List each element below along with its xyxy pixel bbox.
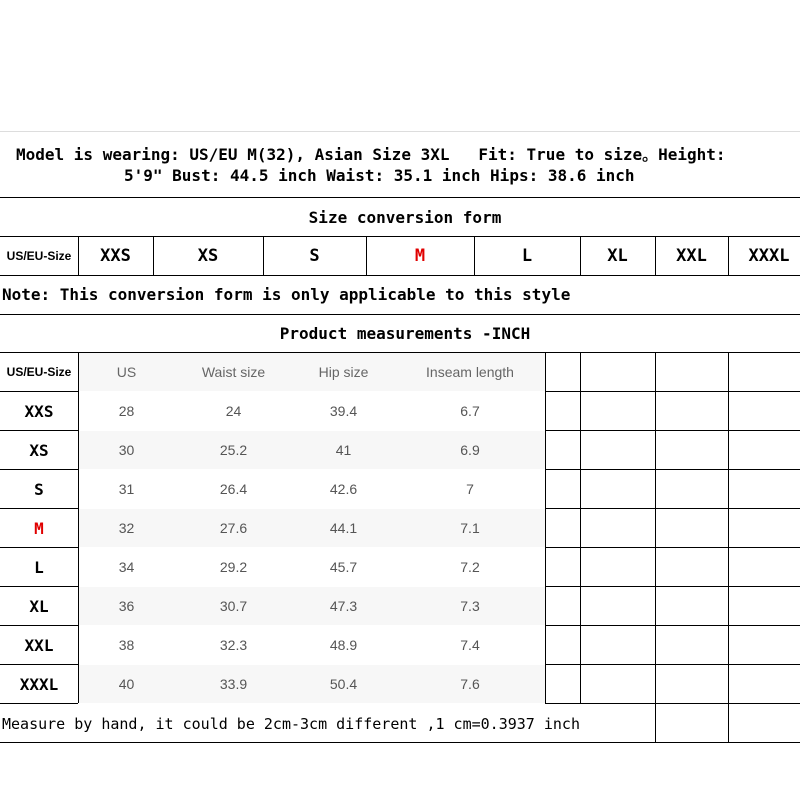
table-cell: 32 [118, 520, 135, 536]
size-label: XL [29, 596, 49, 616]
size-label: L [34, 557, 44, 577]
row-rule [0, 703, 78, 704]
measurements-title: Product measurements -INCH [279, 324, 531, 343]
row-rule [0, 625, 78, 626]
conversion-row-label: US/EU-Size [6, 249, 72, 263]
model-info-line-1: Model is wearing: US/EU M(32), Asian Size 3XL Fit: True to size。Height: [16, 145, 726, 164]
table-cell: 38 [118, 637, 135, 653]
header-us: US [116, 364, 137, 380]
table-cell: 24 [225, 403, 242, 419]
row-rule [545, 508, 800, 509]
table-cell: 7.6 [460, 676, 480, 692]
size-label: XXS [24, 401, 54, 421]
table-cell: 30 [118, 442, 135, 458]
table-cell: 39.4 [329, 403, 358, 419]
rule [0, 275, 800, 276]
table-cell: 25.2 [219, 442, 248, 458]
table-cell: 48.9 [329, 637, 358, 653]
header-waist-size: Waist size [201, 364, 266, 380]
row-rule [545, 664, 800, 665]
measure-by-hand-note: Measure by hand, it could be 2cm-3cm different ,1 cm=0.3937 inch [2, 715, 580, 733]
size-label: XXXL [19, 674, 59, 694]
conversion-size-l: L [521, 246, 533, 266]
size-label: XS [29, 440, 49, 460]
conversion-size-s: S [309, 246, 320, 266]
table-cell: 28 [118, 403, 135, 419]
col-divider [545, 352, 546, 703]
col-divider [655, 352, 656, 742]
row-rule [0, 664, 78, 665]
table-cell: 36 [118, 598, 135, 614]
table-cell: 7 [466, 481, 474, 497]
col-divider [580, 352, 581, 703]
row-rule [545, 586, 800, 587]
table-cell: 26.4 [219, 481, 248, 497]
row-rule [0, 391, 78, 392]
conversion-size-xxs: XXS [100, 246, 131, 266]
table-cell: 45.7 [329, 559, 358, 575]
table-cell: 27.6 [219, 520, 248, 536]
table-cell: 32.3 [219, 637, 248, 653]
table-cell: 7.3 [460, 598, 480, 614]
table-cell: 50.4 [329, 676, 358, 692]
row-rule [0, 469, 78, 470]
size-label: XXL [24, 635, 54, 655]
table-cell: 7.2 [460, 559, 480, 575]
row-rule [545, 703, 800, 704]
col-divider [78, 352, 79, 703]
row-rule [545, 625, 800, 626]
row-rule [545, 430, 800, 431]
table-cell: 6.7 [460, 403, 480, 419]
header-inseam-length: Inseam length [426, 364, 514, 380]
conversion-title: Size conversion form [308, 207, 502, 227]
table-cell: 40 [118, 676, 135, 692]
col-divider [728, 352, 729, 742]
row-rule [545, 469, 800, 470]
top-separator [0, 131, 800, 132]
conversion-size-xl: XL [607, 246, 628, 266]
header-us-eu-size: US/EU-Size [6, 365, 72, 379]
table-cell: 44.1 [329, 520, 358, 536]
model-info-line-2: 5'9" Bust: 44.5 inch Waist: 35.1 inch Hips: 38.6 inch [124, 166, 635, 185]
conversion-size-xs: XS [197, 246, 219, 266]
table-cell: 30.7 [219, 598, 248, 614]
conversion-note: Note: This conversion form is only applicable to this style [2, 285, 571, 304]
size-label: S [34, 479, 44, 499]
table-cell: 7.1 [460, 520, 480, 536]
table-cell: 34 [118, 559, 135, 575]
row-rule [545, 391, 800, 392]
row-rule [0, 508, 78, 509]
row-rule [0, 586, 78, 587]
row-rule [0, 547, 78, 548]
table-cell: 31 [118, 481, 135, 497]
row-rule [0, 430, 78, 431]
rule [0, 742, 800, 743]
table-cell: 33.9 [219, 676, 248, 692]
conversion-size-m: M [414, 246, 426, 266]
conversion-size-xxl: XXL [676, 246, 707, 266]
table-cell: 6.9 [460, 442, 480, 458]
row-rule [545, 547, 800, 548]
table-cell: 29.2 [219, 559, 248, 575]
conversion-size-xxxl: XXXL [748, 246, 790, 266]
table-cell: 7.4 [460, 637, 480, 653]
table-cell: 47.3 [329, 598, 358, 614]
table-cell: 41 [335, 442, 352, 458]
size-label: M [34, 518, 44, 538]
table-cell: 42.6 [329, 481, 358, 497]
header-hip-size: Hip size [318, 364, 369, 380]
